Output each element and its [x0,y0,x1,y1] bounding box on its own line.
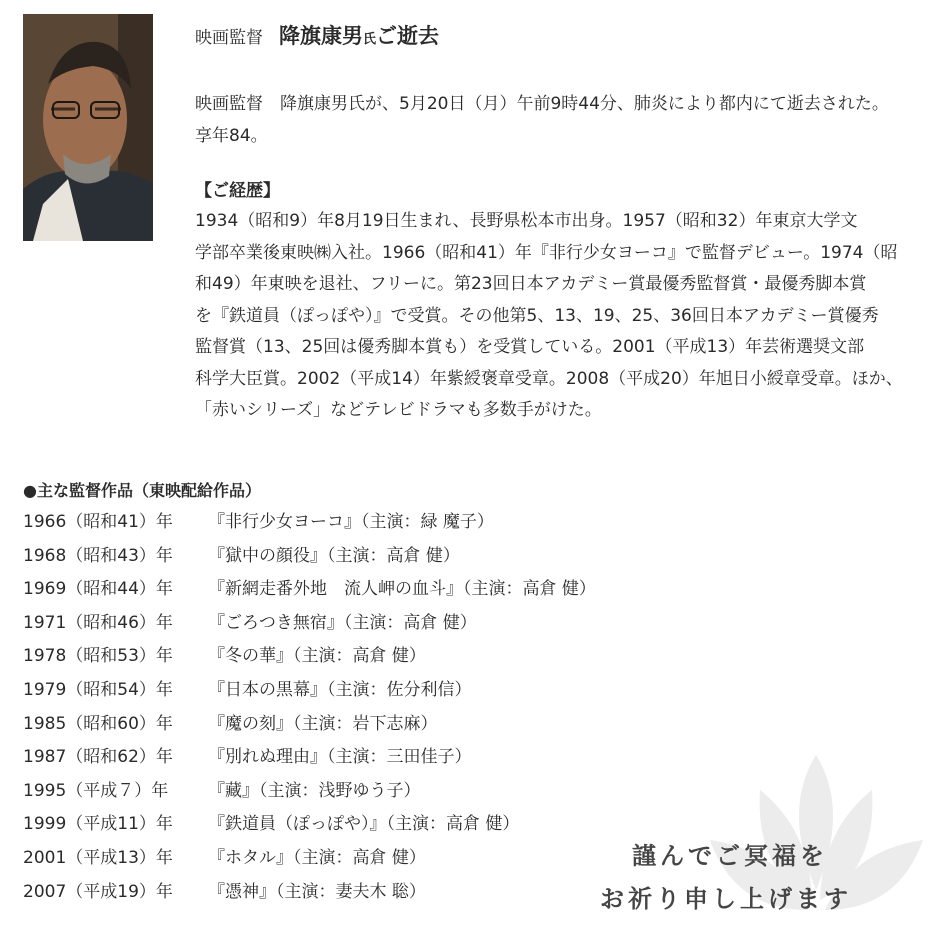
work-year: 1978（昭和53）年 [23,646,173,667]
condolence-line: お祈り申し上げます [600,885,852,913]
career-line: を『鉄道員（ぽっぽや）』で受賞。その他第5、13、19、25、36回日本アカデミー賞優秀 [195,305,879,326]
list-item [23,775,623,809]
work-year: 1995（平成７）年 [23,780,169,801]
career-heading: 【ご経歴】 [195,181,280,201]
title-suffix: ご逝去 [376,24,440,48]
list-item [23,876,623,910]
career-body [195,206,910,427]
work-year: 1968（昭和43）年 [23,545,173,566]
portrait-photo [23,14,153,241]
career-line: 「赤いシリーズ」などテレビドラマも多数手がけた。 [195,400,602,420]
list-item [23,540,623,574]
list-item [23,842,623,876]
work-year: 1985（昭和60）年 [23,713,173,734]
title-role: 映画監督 [195,28,263,48]
work-title: 『冬の華』（主演：高倉 健） [208,646,426,667]
work-title: 『獄中の顔役』（主演：高倉 健） [208,545,460,566]
announcement-line: 享年84。 [195,126,268,146]
work-year: 1969（昭和44）年 [23,579,173,600]
condolence-line: 謹んでご冥福を [632,842,828,870]
work-title: 『藏』（主演：浅野ゆう子） [208,780,421,801]
page-title [195,20,439,50]
condolence-message [600,835,880,921]
works-heading: ●主な監督作品（東映配給作品） [23,481,261,500]
work-year: 2001（平成13）年 [23,847,173,868]
work-title: 『非行少女ヨーコ』（主演：緑 魔子） [208,512,494,532]
title-name: 降旗康男 [279,24,363,48]
list-item [23,808,623,842]
work-title: 『ホタル』（主演：高倉 健） [208,847,426,868]
list-item [23,708,623,742]
work-year: 1999（平成11）年 [23,814,173,835]
title-honorific: 氏 [363,32,377,47]
announcement-line: 映画監督 降旗康男氏が、5月20日（月）午前9時44分、肺炎により都内にて逝去された。 [195,94,889,114]
work-year: 1987（昭和62）年 [23,747,173,768]
work-year: 2007（平成19）年 [23,881,173,902]
work-year: 1966（昭和41）年 [23,512,173,532]
work-title: 『日本の黒幕』（主演：佐分利信） [208,679,472,700]
work-year: 1979（昭和54）年 [23,679,173,700]
list-item [23,640,623,674]
work-title: 『魔の刻』（主演：岩下志麻） [208,713,438,734]
career-line: 科学大臣賞。2002（平成14）年紫綬褒章受章。2008（平成20）年旭日小綬章受章。ほか、 [195,368,903,389]
list-item [23,741,623,775]
work-title: 『新網走番外地 流人岬の血斗』（主演：高倉 健） [208,579,596,600]
work-title: 『別れぬ理由』（主演：三田佳子） [208,747,472,768]
works-list [23,506,623,909]
list-item [23,674,623,708]
work-title: 『鉄道員（ぽっぽや）』（主演：高倉 健） [208,814,520,835]
list-item [23,607,623,641]
announcement [195,88,915,152]
list-item [23,573,623,607]
career-line: 学部卒業後東映㈱入社。1966（昭和41）年『非行少女ヨーコ』で監督デビュー。1974（昭 [195,242,898,263]
work-year: 1971（昭和46）年 [23,612,173,633]
work-title: 『憑神』（主演：妻夫木 聡） [208,881,426,902]
list-item [23,506,623,540]
work-title: 『ごろつき無宿』（主演：高倉 健） [208,612,477,633]
career-line: 監督賞（13、25回は優秀脚本賞も）を受賞している。2001（平成13）年芸術選奨文部 [195,337,865,357]
career-line: 和49）年東映を退社、フリーに。第23回日本アカデミー賞最優秀監督賞・最優秀脚本賞 [195,274,867,294]
career-line: 1934（昭和9）年8月19日生まれ、長野県松本市出身。1957（昭和32）年東京大学文 [195,211,858,231]
